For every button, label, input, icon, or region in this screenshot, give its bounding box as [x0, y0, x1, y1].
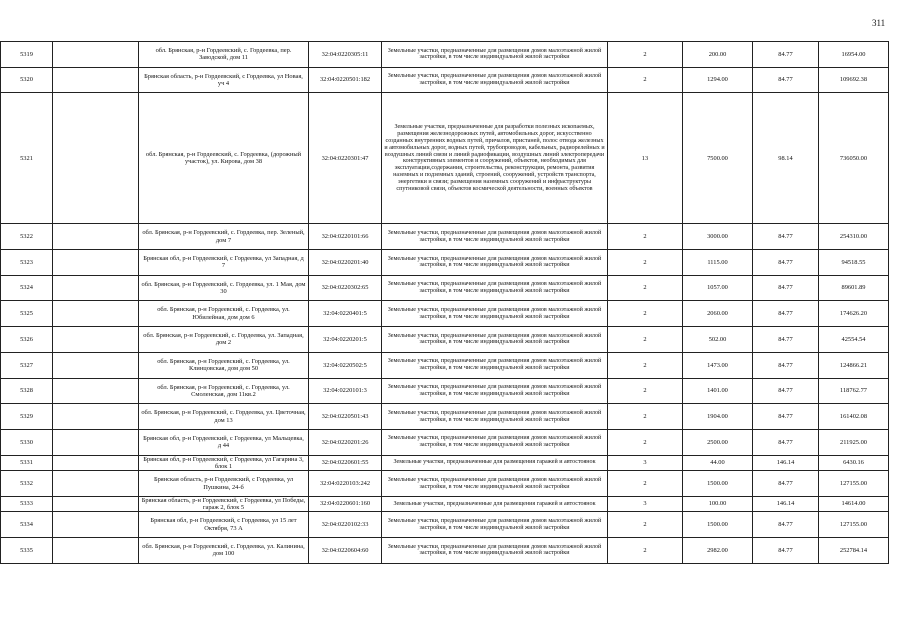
group-cell: 2 [608, 538, 683, 564]
area-cell: 1473.00 [683, 352, 753, 378]
group-cell: 3 [608, 455, 683, 471]
cadastral-value-cell: 127155.00 [819, 471, 889, 497]
table-row [1, 250, 889, 276]
area-cell: 200.00 [683, 42, 753, 68]
cadastral-value-cell: 736050.00 [819, 93, 889, 224]
spacer-cell [53, 250, 139, 276]
land-category-cell: Земельные участки, предназначенные для размещения домов малоэтажной жилой застройки, в том числе индивидуальной жилой застройки [382, 471, 608, 497]
address-cell: обл. Брянская, р-н Гордеевский, с. Гордеевка, пер. Зеленый, дом 7 [139, 224, 309, 250]
registry-body [1, 42, 889, 564]
spacer-cell [53, 327, 139, 353]
area-cell: 1500.00 [683, 471, 753, 497]
land-category-cell: Земельные участки, предназначенные для размещения домов малоэтажной жилой застройки, в том числе индивидуальной жилой застройки [382, 378, 608, 404]
group-cell: 13 [608, 93, 683, 224]
land-category-cell: Земельные участки, предназначенные для размещения домов малоэтажной жилой застройки, в том числе индивидуальной жилой застройки [382, 512, 608, 538]
row-number-cell: 5326 [1, 327, 53, 353]
table-row [1, 455, 889, 471]
area-cell: 2500.00 [683, 429, 753, 455]
spacer-cell [53, 471, 139, 497]
spacer-cell [53, 275, 139, 301]
address-cell: Брянская обл, р-н Гордеевский, с Гордеевка, ул Мальцевка, д 44 [139, 429, 309, 455]
group-cell: 2 [608, 301, 683, 327]
row-number-cell: 5320 [1, 67, 53, 93]
table-row [1, 378, 889, 404]
area-cell: 1401.00 [683, 378, 753, 404]
land-category-cell: Земельные участки, предназначенные для размещения гаражей и автостоянок [382, 496, 608, 512]
table-row [1, 327, 889, 353]
spacer-cell [53, 455, 139, 471]
area-cell: 1904.00 [683, 404, 753, 430]
cadastral-number-cell: 32:04:0220101:3 [309, 378, 382, 404]
land-category-cell: Земельные участки, предназначенные для размещения домов малоэтажной жилой застройки, в том числе индивидуальной жилой застройки [382, 327, 608, 353]
address-cell: Брянская область, р-н Гордеевский, с Гордеевка, ул Победы, гараж 2, блок 5 [139, 496, 309, 512]
specific-value-cell: 84.77 [753, 404, 819, 430]
land-category-cell: Земельные участки, предназначенные для размещения домов малоэтажной жилой застройки, в том числе индивидуальной жилой застройки [382, 224, 608, 250]
land-category-cell: Земельные участки, предназначенные для размещения домов малоэтажной жилой застройки, в том числе индивидуальной жилой застройки [382, 275, 608, 301]
group-cell: 2 [608, 404, 683, 430]
specific-value-cell: 84.77 [753, 378, 819, 404]
land-category-cell: Земельные участки, предназначенные для размещения домов малоэтажной жилой застройки, в том числе индивидуальной жилой застройки [382, 538, 608, 564]
cadastral-value-cell: 89601.89 [819, 275, 889, 301]
group-cell: 2 [608, 378, 683, 404]
table-row [1, 429, 889, 455]
row-number-cell: 5324 [1, 275, 53, 301]
group-cell: 2 [608, 67, 683, 93]
specific-value-cell: 146.14 [753, 496, 819, 512]
specific-value-cell: 146.14 [753, 455, 819, 471]
table-row [1, 224, 889, 250]
cadastral-value-cell: 127155.00 [819, 512, 889, 538]
group-cell: 3 [608, 496, 683, 512]
table-row [1, 275, 889, 301]
spacer-cell [53, 42, 139, 68]
cadastral-number-cell: 32:04:0220101:66 [309, 224, 382, 250]
cadastral-number-cell: 32:04:0220103:242 [309, 471, 382, 497]
cadastral-number-cell: 32:04:0220601:55 [309, 455, 382, 471]
specific-value-cell: 84.77 [753, 250, 819, 276]
table-row [1, 512, 889, 538]
address-cell: Брянская обл, р-н Гордеевский, с Гордеевка, ул Гагарина 3, блок 1 [139, 455, 309, 471]
row-number-cell: 5325 [1, 301, 53, 327]
land-category-cell: Земельные участки, предназначенные для размещения домов малоэтажной жилой застройки, в том числе индивидуальной жилой застройки [382, 67, 608, 93]
cadastral-value-cell: 161402.08 [819, 404, 889, 430]
row-number-cell: 5328 [1, 378, 53, 404]
specific-value-cell: 84.77 [753, 42, 819, 68]
cadastral-number-cell: 32:04:0220102:33 [309, 512, 382, 538]
spacer-cell [53, 378, 139, 404]
cadastral-value-cell: 6430.16 [819, 455, 889, 471]
specific-value-cell: 84.77 [753, 275, 819, 301]
address-cell: Брянская область, р-н Гордеевский, с Гордеевка, ул Новая, уч 4 [139, 67, 309, 93]
cadastral-number-cell: 32:04:0220601:160 [309, 496, 382, 512]
area-cell: 1500.00 [683, 512, 753, 538]
group-cell: 2 [608, 512, 683, 538]
cadastral-number-cell: 32:04:0220201:5 [309, 327, 382, 353]
specific-value-cell: 84.77 [753, 67, 819, 93]
area-cell: 2060.00 [683, 301, 753, 327]
address-cell: обл. Брянская, р-н Гордеевский, с. Гордеевка, пер. Заводской, дом 11 [139, 42, 309, 68]
row-number-cell: 5319 [1, 42, 53, 68]
cadastral-number-cell: 32:04:0220302:65 [309, 275, 382, 301]
table-row [1, 471, 889, 497]
table-row [1, 42, 889, 68]
cadastral-number-cell: 32:04:0220305:11 [309, 42, 382, 68]
cadastral-value-cell: 42554.54 [819, 327, 889, 353]
group-cell: 2 [608, 429, 683, 455]
address-cell: обл. Брянская, р-н Гордеевский, с. Гордеевка, (дорожный участок), ул. Кирова, дом 38 [139, 93, 309, 224]
spacer-cell [53, 93, 139, 224]
address-cell: Брянская обл, р-н Гордеевский, с Гордеевка, ул Западная, д 7 [139, 250, 309, 276]
specific-value-cell: 98.14 [753, 93, 819, 224]
group-cell: 2 [608, 352, 683, 378]
cadastral-value-cell: 124866.21 [819, 352, 889, 378]
spacer-cell [53, 496, 139, 512]
address-cell: обл. Брянская, р-н Гордеевский, с. Гордеевка, ул. Цветочная, дом 13 [139, 404, 309, 430]
land-category-cell: Земельные участки, предназначенные для размещения гаражей и автостоянок [382, 455, 608, 471]
address-cell: Брянская обл, р-н Гордеевский, с Гордеевка, ул 15 лет Октября, 73 А [139, 512, 309, 538]
cadastral-value-cell: 94518.55 [819, 250, 889, 276]
spacer-cell [53, 301, 139, 327]
land-category-cell: Земельные участки, предназначенные для размещения домов малоэтажной жилой застройки, в том числе индивидуальной жилой застройки [382, 429, 608, 455]
specific-value-cell: 84.77 [753, 429, 819, 455]
row-number-cell: 5335 [1, 538, 53, 564]
address-cell: обл. Брянская, р-н Гордеевский, с. Гордеевка, ул. Калинина, дом 100 [139, 538, 309, 564]
row-number-cell: 5322 [1, 224, 53, 250]
specific-value-cell: 84.77 [753, 471, 819, 497]
table-row [1, 93, 889, 224]
specific-value-cell: 84.77 [753, 327, 819, 353]
cadastral-number-cell: 32:04:0220401:5 [309, 301, 382, 327]
table-row [1, 538, 889, 564]
group-cell: 2 [608, 471, 683, 497]
group-cell: 2 [608, 327, 683, 353]
address-cell: обл. Брянская, р-н Гордеевский, с. Гордеевка, ул. Смоленская, дом 11кв.2 [139, 378, 309, 404]
cadastral-number-cell: 32:04:0220201:40 [309, 250, 382, 276]
page-number: 311 [872, 18, 886, 28]
cadastral-number-cell: 32:04:0220201:26 [309, 429, 382, 455]
row-number-cell: 5321 [1, 93, 53, 224]
cadastral-number-cell: 32:04:0220501:43 [309, 404, 382, 430]
specific-value-cell: 84.77 [753, 301, 819, 327]
group-cell: 2 [608, 250, 683, 276]
table-row [1, 352, 889, 378]
spacer-cell [53, 224, 139, 250]
area-cell: 2982.00 [683, 538, 753, 564]
spacer-cell [53, 512, 139, 538]
row-number-cell: 5330 [1, 429, 53, 455]
table-row [1, 404, 889, 430]
spacer-cell [53, 429, 139, 455]
address-cell: обл. Брянская, р-н Гордеевский, с. Гордеевка, ул. 1 Мая, дом 30 [139, 275, 309, 301]
spacer-cell [53, 67, 139, 93]
land-category-cell: Земельные участки, предназначенные для размещения домов малоэтажной жилой застройки, в том числе индивидуальной жилой застройки [382, 42, 608, 68]
row-number-cell: 5327 [1, 352, 53, 378]
group-cell: 2 [608, 224, 683, 250]
cadastral-number-cell: 32:04:0220604:60 [309, 538, 382, 564]
specific-value-cell: 84.77 [753, 352, 819, 378]
table-row [1, 301, 889, 327]
cadastral-value-cell: 252784.14 [819, 538, 889, 564]
cadastral-value-cell: 254310.00 [819, 224, 889, 250]
land-category-cell: Земельные участки, предназначенные для размещения домов малоэтажной жилой застройки, в том числе индивидуальной жилой застройки [382, 250, 608, 276]
group-cell: 2 [608, 275, 683, 301]
address-cell: обл. Брянская, р-н Гордеевский, с. Гордеевка, ул. Клинцовская, дом дом 50 [139, 352, 309, 378]
cadastral-value-cell: 118762.77 [819, 378, 889, 404]
cadastral-value-cell: 174626.20 [819, 301, 889, 327]
area-cell: 1057.00 [683, 275, 753, 301]
area-cell: 44.00 [683, 455, 753, 471]
specific-value-cell: 84.77 [753, 512, 819, 538]
spacer-cell [53, 352, 139, 378]
row-number-cell: 5332 [1, 471, 53, 497]
area-cell: 502.00 [683, 327, 753, 353]
specific-value-cell: 84.77 [753, 224, 819, 250]
land-category-cell: Земельные участки, предназначенные для размещения домов малоэтажной жилой застройки, в том числе индивидуальной жилой застройки [382, 404, 608, 430]
cadastral-value-cell: 16954.00 [819, 42, 889, 68]
row-number-cell: 5323 [1, 250, 53, 276]
address-cell: обл. Брянская, р-н Гордеевский, с. Гордеевка, ул. Западная, дом 2 [139, 327, 309, 353]
address-cell: обл. Брянская, р-н Гордеевский, с. Гордеевка, ул. Юбилейная, дом дом 6 [139, 301, 309, 327]
area-cell: 100.00 [683, 496, 753, 512]
cadastral-number-cell: 32:04:0220301:47 [309, 93, 382, 224]
cadastral-value-cell: 211925.00 [819, 429, 889, 455]
table-row [1, 496, 889, 512]
row-number-cell: 5331 [1, 455, 53, 471]
group-cell: 2 [608, 42, 683, 68]
land-registry-table [0, 41, 889, 564]
area-cell: 3000.00 [683, 224, 753, 250]
area-cell: 1115.00 [683, 250, 753, 276]
land-category-cell: Земельные участки, предназначенные для размещения домов малоэтажной жилой застройки, в том числе индивидуальной жилой застройки [382, 352, 608, 378]
specific-value-cell: 84.77 [753, 538, 819, 564]
land-category-cell: Земельные участки, предназначенные для размещения домов малоэтажной жилой застройки, в том числе индивидуальной жилой застройки [382, 301, 608, 327]
area-cell: 1294.00 [683, 67, 753, 93]
cadastral-value-cell: 109692.38 [819, 67, 889, 93]
cadastral-number-cell: 32:04:0220502:5 [309, 352, 382, 378]
table-row [1, 67, 889, 93]
row-number-cell: 5334 [1, 512, 53, 538]
row-number-cell: 5333 [1, 496, 53, 512]
area-cell: 7500.00 [683, 93, 753, 224]
cadastral-number-cell: 32:04:0220501:182 [309, 67, 382, 93]
spacer-cell [53, 538, 139, 564]
spacer-cell [53, 404, 139, 430]
row-number-cell: 5329 [1, 404, 53, 430]
land-category-cell: Земельные участки, предназначенные для разработки полезных ископаемых, размещения железнодорожных путей, автомобильных дорог, искусственно созданных внутренних водных путей, причалов, пристаней, полос отвода железных и автомобильных дорог, водных путей, трубопроводов, кабельных, радиорелейных и воздушных линий связи и линий радиофикации, воздушных линий электропередачи конструктивных элементов и сооружений, объектов, необходимых для эксплуатации,содержания, строительства, реконструкции, ремонта, развития наземных и подземных зданий, строений, сооружений, устройств транспорта, энергетики и связи; размещения наземных сооружений и инфраструктуры спутниковой связи, объектов космической деятельности, военных объектов [382, 93, 608, 224]
cadastral-value-cell: 14614.00 [819, 496, 889, 512]
address-cell: Брянская область, р-н Гордеевский, с Гордеевка, ул Пушкина, 24-б [139, 471, 309, 497]
